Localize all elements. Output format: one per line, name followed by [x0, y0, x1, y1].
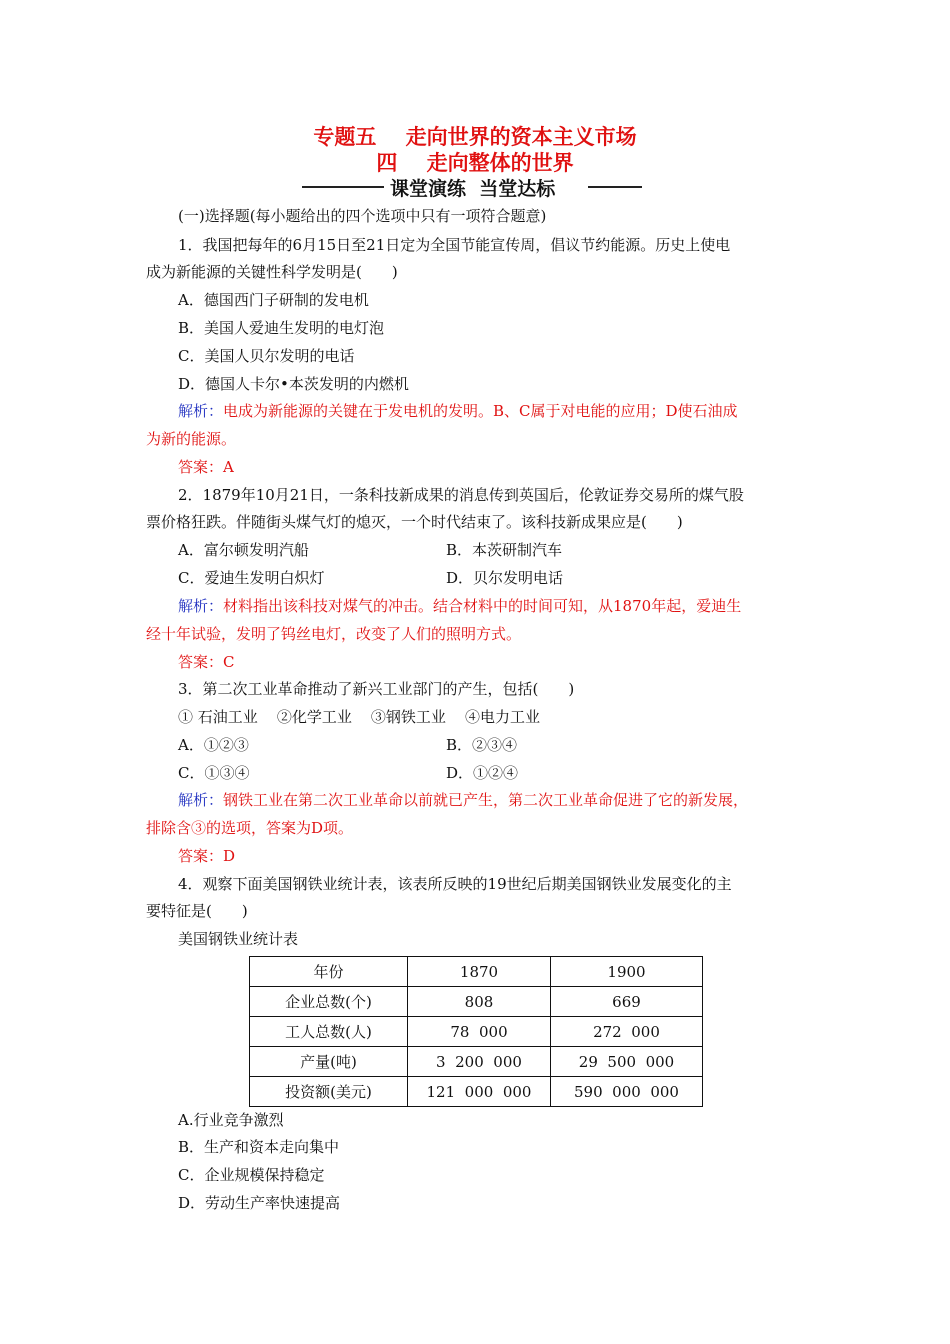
q1-analysis-line2: 为新的能源。: [146, 430, 237, 448]
q3-option-b: B．②③④: [446, 736, 518, 754]
q2-analysis-label: 解析：: [178, 597, 224, 615]
q4-option-a: A.行业竞争激烈: [178, 1111, 284, 1129]
table-cell: 年份: [250, 957, 408, 987]
table-cell: 投资额(美元): [250, 1077, 408, 1107]
table-cell: 808: [408, 987, 551, 1017]
table-cell: 1900: [551, 957, 703, 987]
q4-table-title: 美国钢铁业统计表: [178, 930, 299, 948]
table-row: [250, 1017, 703, 1047]
table-row: [250, 1077, 703, 1107]
lesson-title: 四 走向整体的世界: [376, 151, 574, 175]
table-cell: 669: [551, 987, 703, 1017]
q3-stem-line1: 3．第二次工业革命推动了新兴工业部门的产生，包括( ): [178, 680, 575, 698]
q1-analysis-text: 电成为新能源的关键在于发电机的发明。B、C属于对电能的应用；D使石油成: [223, 402, 738, 420]
steel-statistics-table: [249, 956, 703, 1107]
table-cell: 3 200 000: [408, 1047, 551, 1077]
q1-option-d: D．德国人卡尔•本茨发明的内燃机: [178, 375, 409, 393]
q2-option-c: C．爱迪生发明白炽灯: [178, 569, 325, 587]
section-banner: [302, 174, 642, 200]
q3-option-c: C．①③④: [178, 764, 250, 782]
table-cell: 工人总数(人): [250, 1017, 408, 1047]
q1-answer: 答案：A: [178, 458, 234, 476]
q1-option-a: A．德国西门子研制的发电机: [178, 291, 369, 309]
table-cell: 78 000: [408, 1017, 551, 1047]
section-heading: (一)选择题(每小题给出的四个选项中只有一项符合题意): [178, 207, 547, 225]
q2-option-b: B．本茨研制汽车: [446, 541, 563, 559]
q3-analysis-line2: 排除含③的选项，答案为D项。: [146, 819, 354, 837]
banner-text: 课堂演练 当堂达标: [390, 178, 556, 200]
q1-option-b: B．美国人爱迪生发明的电灯泡: [178, 319, 385, 337]
q3-analysis-text: 钢铁工业在第二次工业革命以前就已产生，第二次工业革命促进了它的新发展，: [223, 791, 749, 809]
q1-analysis-line1: [178, 401, 738, 421]
q4-stem-line1: 4．观察下面美国钢铁业统计表，该表所反映的19世纪后期美国钢铁业发展变化的主: [178, 875, 732, 893]
q3-analysis-line1: [178, 790, 748, 810]
q2-analysis-line1: [178, 596, 741, 616]
q2-stem-line1: 2．1879年10月21日，一条科技新成果的消息传到英国后，伦敦证券交易所的煤气股: [178, 486, 744, 504]
q2-analysis-line2: 经十年试验，发明了钨丝电灯，改变了人们的照明方式。: [146, 625, 522, 643]
q4-stem-line2: 要特征是( ): [146, 902, 248, 920]
table-cell: 1870: [408, 957, 551, 987]
q2-answer: 答案：C: [178, 653, 235, 671]
q1-analysis-label: 解析：: [178, 402, 224, 420]
document-title: 专题五 走向世界的资本主义市场: [313, 125, 637, 149]
q2-stem-line2: 票价格狂跌。伴随街头煤气灯的熄灭，一个时代结束了。该科技新成果应是( ): [146, 513, 683, 531]
table-cell: 29 500 000: [551, 1047, 703, 1077]
q3-items: ① 石油工业 ②化学工业 ③钢铁工业 ④电力工业: [178, 708, 540, 726]
banner-rule-left: [302, 186, 384, 188]
table-row: [250, 1047, 703, 1077]
banner-rule-right: [588, 186, 642, 188]
table-cell: 企业总数(个): [250, 987, 408, 1017]
q2-option-a: A．富尔顿发明汽船: [178, 541, 309, 559]
q1-stem-line1: 1．我国把每年的6月15日至21日定为全国节能宣传周，倡议节约能源。历史上使电: [178, 236, 731, 254]
q2-option-d: D．贝尔发明电话: [446, 569, 564, 587]
table-row: [250, 957, 703, 987]
table-cell: 121 000 000: [408, 1077, 551, 1107]
q4-option-c: C．企业规模保持稳定: [178, 1166, 325, 1184]
q3-option-a: A．①②③: [178, 736, 249, 754]
table-cell: 272 000: [551, 1017, 703, 1047]
q1-stem-line2: 成为新能源的关键性科学发明是( ): [146, 263, 398, 281]
q3-answer: 答案：D: [178, 847, 236, 865]
q4-option-b: B．生产和资本走向集中: [178, 1138, 340, 1156]
q1-option-c: C．美国人贝尔发明的电话: [178, 347, 355, 365]
table-cell: 590 000 000: [551, 1077, 703, 1107]
q3-option-d: D．①②④: [446, 764, 519, 782]
q2-analysis-text: 材料指出该科技对煤气的冲击。结合材料中的时间可知，从1870年起，爱迪生: [223, 597, 742, 615]
q4-option-d: D．劳动生产率快速提高: [178, 1194, 341, 1212]
table-row: [250, 987, 703, 1017]
q3-analysis-label: 解析：: [178, 791, 224, 809]
table-cell: 产量(吨): [250, 1047, 408, 1077]
